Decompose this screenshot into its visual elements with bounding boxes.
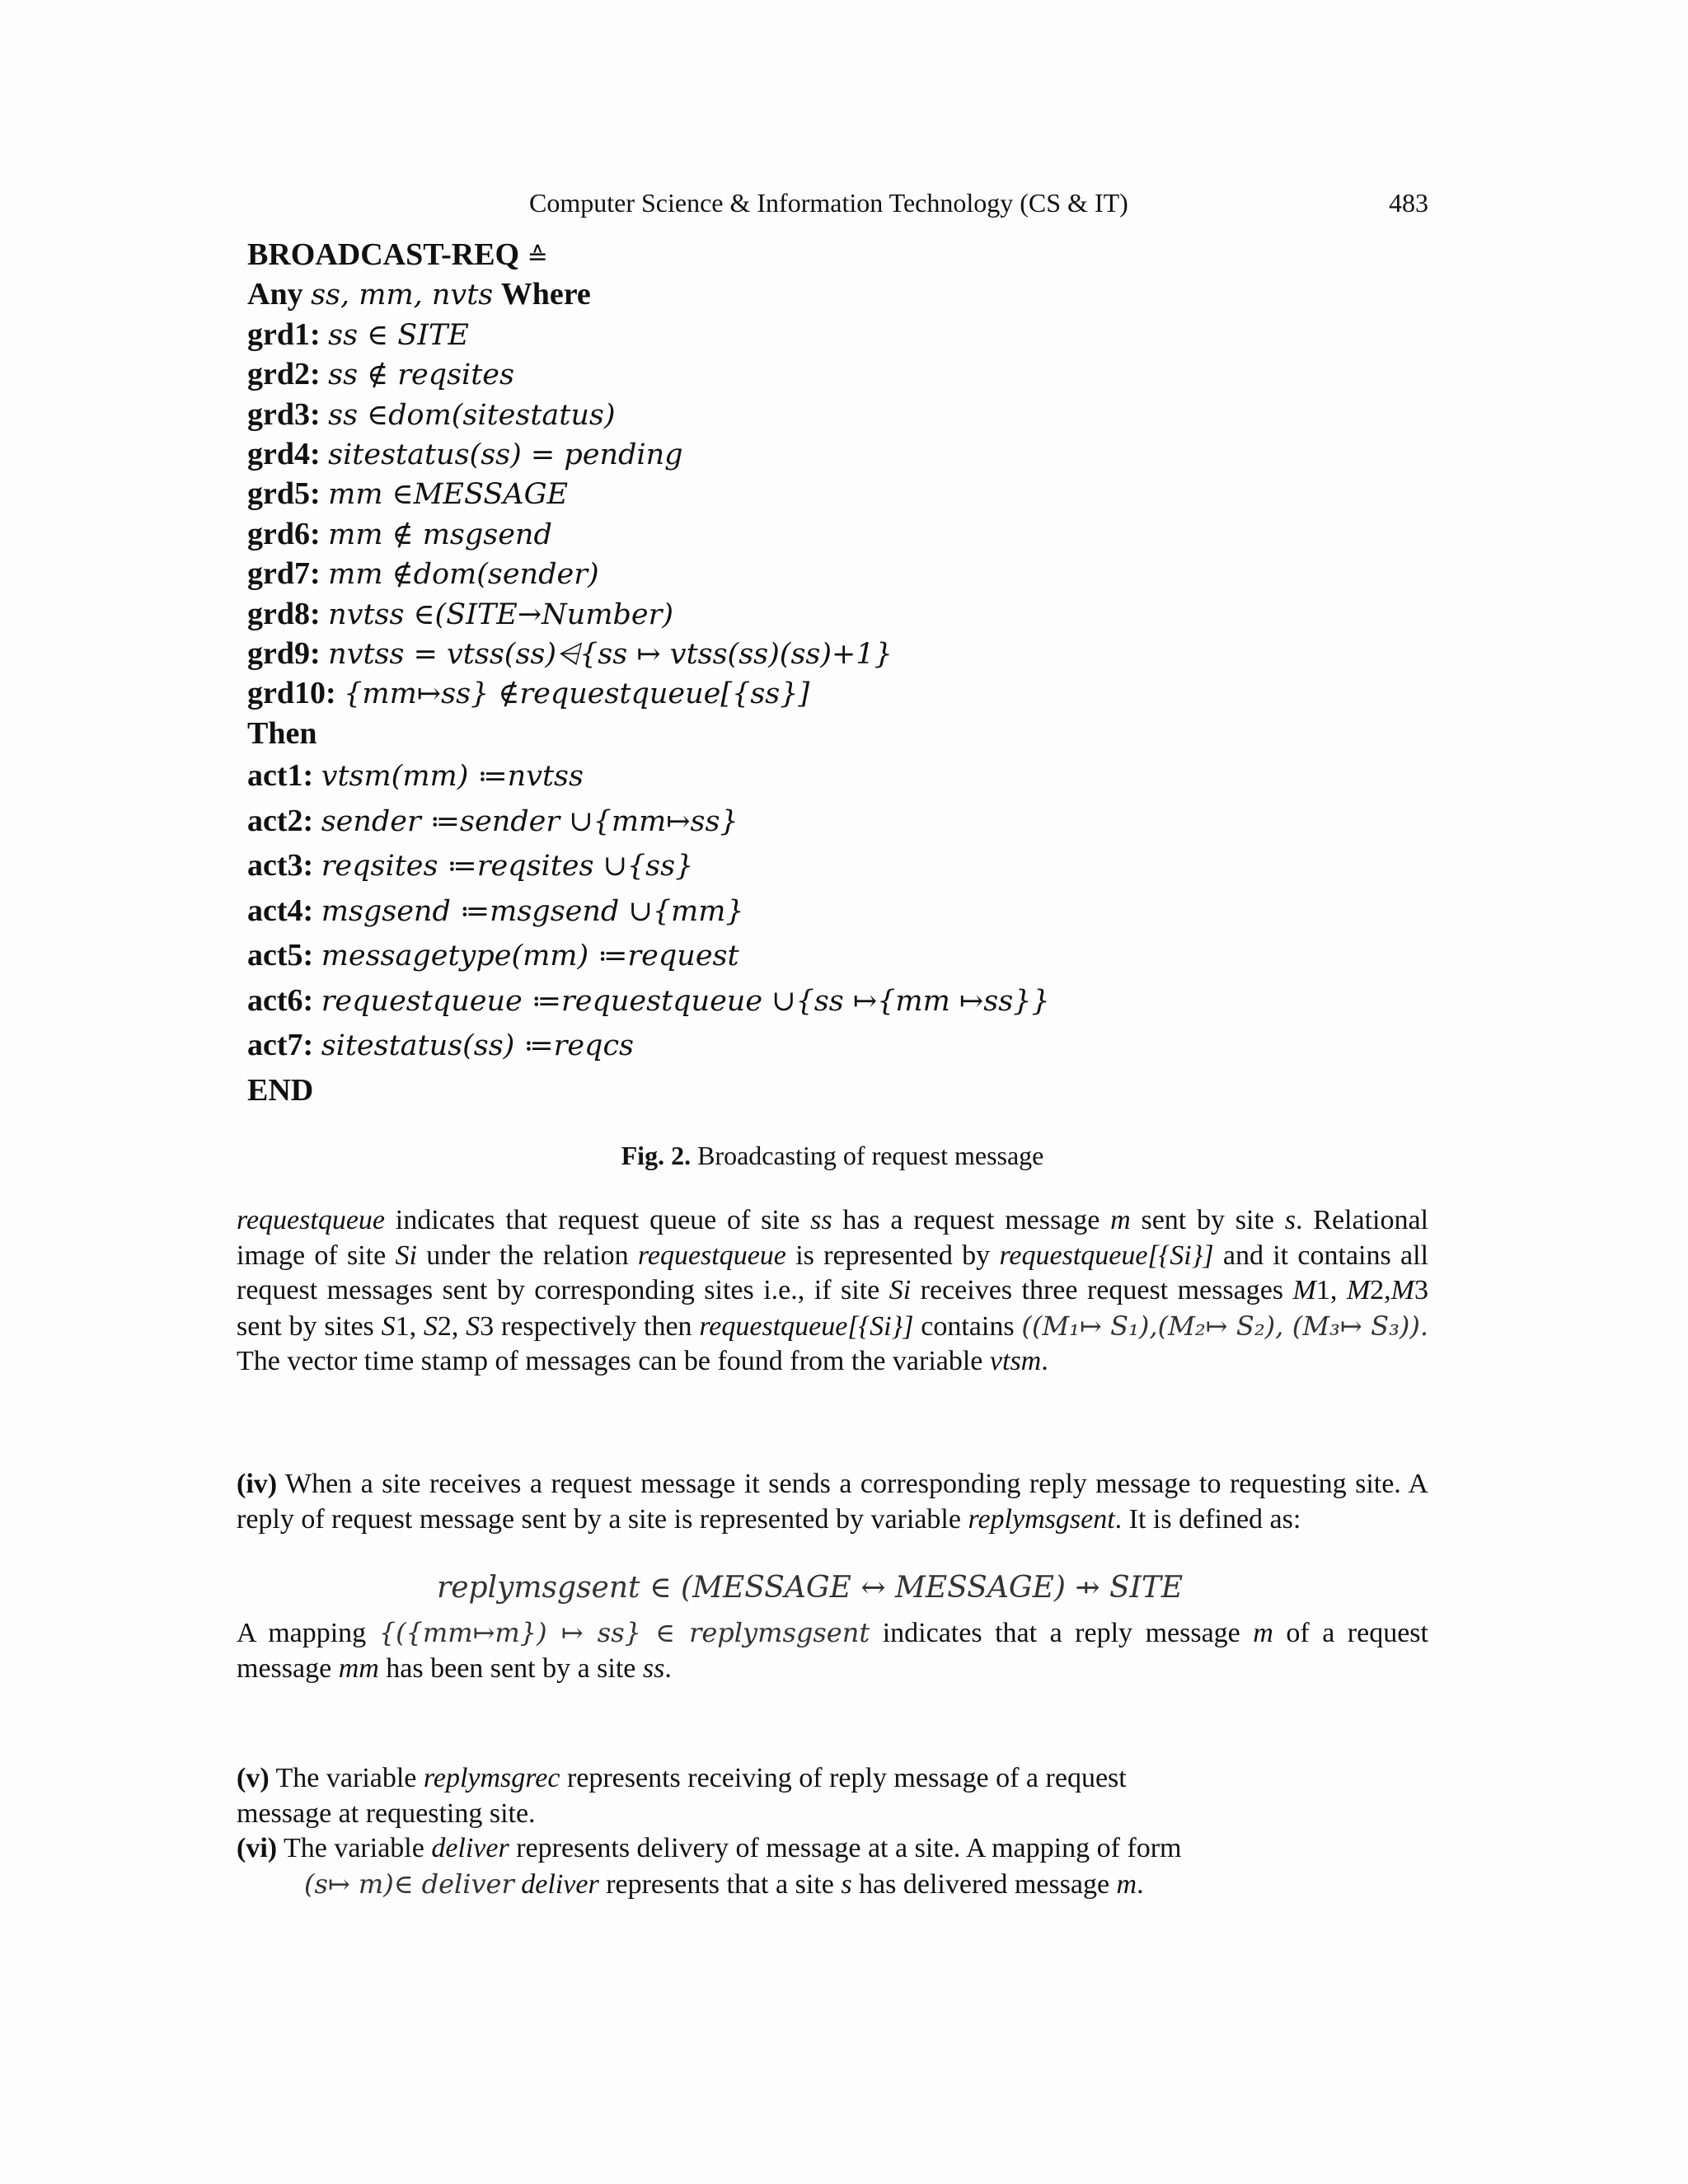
guard-line <box>247 474 989 513</box>
term: Si <box>889 1275 912 1305</box>
text-run: 1, <box>395 1310 424 1342</box>
action-expression: requestqueue ≔requestqueue ∪{ss ↦{mm ↦ss}} <box>321 984 1050 1018</box>
action-line <box>247 843 989 888</box>
item-number: (vi) <box>237 1833 278 1863</box>
guard-label: grd7: <box>247 556 321 592</box>
text-run: under the relation <box>416 1240 638 1271</box>
action-label: act5: <box>247 938 314 973</box>
definition-symbol: ≙ <box>527 243 548 270</box>
paragraph-v <box>237 1761 1428 1831</box>
end-keyword: END <box>247 1072 314 1108</box>
action-line <box>247 978 1050 1024</box>
text-run: 2, <box>437 1310 467 1342</box>
action-label: act6: <box>247 982 314 1018</box>
guard-line <box>247 673 989 713</box>
guard-expression: mm ∈MESSAGE <box>328 478 569 512</box>
text-run: represents receiving of reply message of a request <box>560 1763 1127 1793</box>
term: m <box>1253 1618 1273 1648</box>
term: ss <box>642 1652 665 1684</box>
term: M <box>1346 1275 1371 1305</box>
action-line <box>247 753 989 799</box>
guard-line <box>247 554 989 593</box>
text-run: When a site receives a request message it sends a corresponding reply message to requesting site. A reply of request message sent by a site is represented by variable <box>237 1469 1428 1535</box>
guard-label: grd1: <box>247 316 321 352</box>
any-variables: ss, mm, nvts <box>311 279 494 312</box>
guard-expression: {mm↦ss} ∉requestqueue[{ss}] <box>344 677 810 711</box>
text-run: 3 respectively then <box>480 1310 700 1342</box>
replymsgsent-formula: replymsgsent ∈ (MESSAGE ↔ MESSAGE) ⇸ SITE <box>437 1571 1184 1605</box>
action-expression: msgsend ≔msgsend ∪{mm} <box>321 894 744 928</box>
then-keyword: Then <box>247 715 317 751</box>
guard-line <box>247 634 989 673</box>
text-run: . Relational image of site <box>237 1205 1428 1271</box>
action-expression: sitestatus(ss) ≔reqcs <box>321 1029 635 1063</box>
guard-expression: ss ∉ reqsites <box>328 359 514 392</box>
caption-text: Broadcasting of request message <box>691 1141 1044 1170</box>
event-title: BROADCAST-REQ <box>247 237 520 272</box>
text-run: . <box>1137 1868 1144 1900</box>
where-keyword: Where <box>500 277 591 312</box>
text-run: indicates that request queue of site <box>385 1205 811 1235</box>
text-run: message at requesting site. <box>237 1797 536 1829</box>
guard-line <box>247 594 989 634</box>
guard-label: grd8: <box>247 596 321 631</box>
term: M <box>1390 1275 1414 1305</box>
guard-label: grd2: <box>247 357 321 392</box>
text-run: contains <box>913 1310 1022 1342</box>
term: S <box>466 1310 481 1342</box>
guard-expression: sitestatus(ss) = pending <box>328 438 683 471</box>
guard-expression: ss ∈ SITE <box>328 318 469 352</box>
figure-event-listing <box>247 235 1050 1113</box>
guard-line <box>247 315 989 354</box>
term: requestqueue[{Si}] <box>999 1240 1214 1271</box>
action-expression: reqsites ≔reqsites ∪{ss} <box>321 850 694 883</box>
text-run: The variable <box>269 1763 424 1793</box>
guard-line <box>247 354 989 394</box>
end-line <box>247 1068 989 1113</box>
inline-math: (s↦ m)∈ deliver <box>304 1868 514 1900</box>
guard-expression: nvtss ∈(SITE→Number) <box>328 598 674 631</box>
guard-label: grd9: <box>247 635 321 671</box>
paragraph-requestqueue <box>237 1203 1428 1380</box>
term: M <box>1292 1275 1316 1305</box>
guard-line <box>247 514 989 554</box>
running-title: Computer Science & Information Technology (CS & IT) <box>529 188 1128 218</box>
term: m <box>1116 1868 1137 1900</box>
action-label: act1: <box>247 758 314 794</box>
text-run: sent by site <box>1130 1205 1285 1235</box>
text-run: indicates that a reply message <box>870 1618 1254 1648</box>
term: vtsm <box>989 1346 1042 1376</box>
term: replymsgrec <box>423 1763 560 1793</box>
action-label: act2: <box>247 803 314 838</box>
term: requestqueue <box>237 1205 386 1235</box>
paragraph-mapping <box>237 1615 1428 1686</box>
text-run: has been sent by a site <box>378 1652 643 1684</box>
action-line <box>247 888 989 934</box>
text-run: has a request message <box>832 1205 1111 1235</box>
guard-label: grd3: <box>247 396 321 432</box>
term: deliver <box>521 1868 599 1900</box>
term: replymsgsent <box>968 1503 1115 1535</box>
item-number: (v) <box>237 1763 270 1793</box>
text-run: and it contains all request messages sent by corresponding sites i.e., if site <box>237 1240 1428 1305</box>
text-run: 3 sent by sites <box>237 1275 1428 1342</box>
action-line <box>247 933 989 978</box>
guard-label: grd5: <box>247 476 321 512</box>
action-label: act3: <box>247 848 314 883</box>
text-run: . It is defined as: <box>1114 1503 1301 1535</box>
guard-expression: ss ∈dom(sitestatus) <box>328 398 616 432</box>
text-run: . <box>664 1652 672 1684</box>
action-expression: messagetype(mm) ≔request <box>321 940 739 973</box>
paragraph-iv <box>237 1467 1428 1537</box>
inline-math: ((M₁↦ S₁),(M₂↦ S₂), (M₃↦ S₃)). <box>1021 1310 1429 1342</box>
figure-caption <box>237 1139 1428 1172</box>
indented-line <box>237 1867 1428 1903</box>
action-label: act7: <box>247 1028 314 1063</box>
guard-label: grd6: <box>247 516 321 551</box>
text-run: of a request message <box>237 1618 1428 1684</box>
term: requestqueue[{Si}] <box>699 1310 914 1342</box>
any-keyword: Any <box>247 277 303 312</box>
term: s <box>1284 1205 1296 1235</box>
text-run: has delivered message <box>851 1868 1117 1900</box>
action-label: act4: <box>247 893 314 928</box>
paragraph-vi <box>237 1831 1428 1902</box>
action-expression: vtsm(mm) ≔nvtss <box>321 760 584 794</box>
term: deliver <box>431 1833 509 1863</box>
inline-math: {({mm↦m}) ↦ ss} ∈ replymsgsent <box>378 1617 870 1648</box>
term: ss <box>810 1205 832 1235</box>
text-run: The vector time stamp of messages can be found from the variable <box>237 1346 990 1376</box>
action-expression: sender ≔sender ∪{mm↦ss} <box>321 804 738 838</box>
text-run: represents delivery of message at a site. A mapping of form <box>509 1833 1182 1863</box>
term: mm <box>338 1652 379 1684</box>
guard-expression: nvtss = vtss(ss)⩤{ss ↦ vtss(ss)(ss)+1} <box>328 637 893 671</box>
term: S <box>381 1310 396 1342</box>
text-run: A mapping <box>237 1618 379 1648</box>
guard-label: grd4: <box>247 436 321 471</box>
text-run: receives three request messages <box>911 1275 1293 1305</box>
page-number: 483 <box>1389 188 1428 218</box>
action-line <box>247 799 989 844</box>
guard-label: grd10: <box>247 676 336 711</box>
any-line <box>247 274 989 314</box>
item-number: (iv) <box>237 1469 278 1499</box>
guard-expression: mm ∉ msgsend <box>328 518 552 551</box>
term: m <box>1110 1205 1131 1235</box>
text-run <box>514 1869 522 1900</box>
guard-expression: mm ∉dom(sender) <box>328 558 599 592</box>
text-run: is represented by <box>785 1240 1000 1271</box>
term: Si <box>395 1240 417 1271</box>
guard-line <box>247 434 989 474</box>
text-run: . <box>1041 1346 1048 1376</box>
then-line <box>247 714 989 753</box>
text-run: The variable <box>277 1833 432 1863</box>
event-title-line <box>247 235 989 274</box>
term: s <box>841 1868 852 1900</box>
text-run: 1, <box>1315 1275 1347 1305</box>
text-run: represents that a site <box>598 1868 842 1900</box>
text-run: 2, <box>1370 1275 1391 1305</box>
action-line <box>247 1023 989 1068</box>
term: requestqueue <box>637 1240 786 1271</box>
term: S <box>423 1310 438 1342</box>
guard-line <box>247 395 989 434</box>
caption-label: Fig. 2. <box>621 1141 692 1170</box>
